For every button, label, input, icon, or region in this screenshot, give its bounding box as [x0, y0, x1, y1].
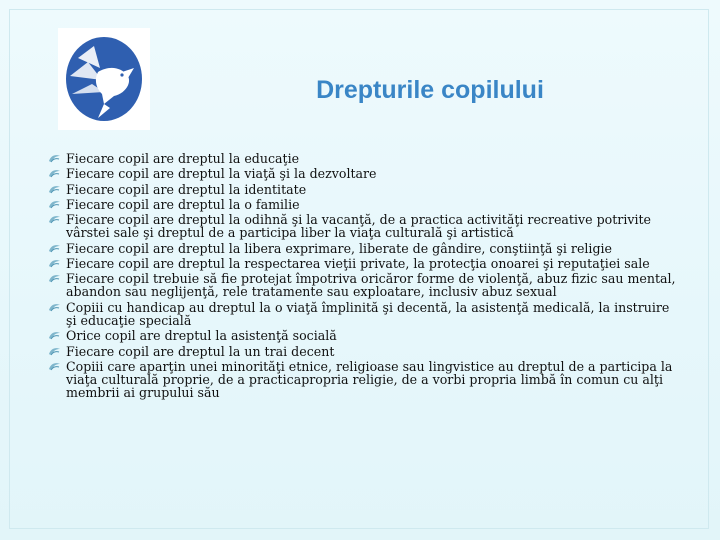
- swirl-bullet-icon: [48, 168, 61, 179]
- list-item: [48, 360, 678, 400]
- list-item-text: Fiecare copil are dreptul la libera exprimare, liberate de gândire, conştiinţă şi religie: [66, 240, 612, 256]
- swirl-bullet-icon: [48, 330, 61, 341]
- list-item-text: Fiecare copil are dreptul la identitate: [66, 181, 307, 197]
- swirl-bullet-icon: [48, 258, 61, 269]
- list-item-text: Fiecare copil trebuie să fie protejat împotriva oricăror forme de violenţă, abuz fizic sau mental, abandon sau neglijenţă, rele tratamente sau exploatare, inclusiv abuz sexual: [66, 271, 676, 300]
- swirl-bullet-icon: [48, 243, 61, 254]
- list-item: [48, 345, 678, 358]
- swirl-bullet-icon: [48, 273, 61, 284]
- list-item-text: Fiecare copil are dreptul la un trai decent: [66, 343, 335, 359]
- list-item: [48, 183, 678, 196]
- swirl-bullet-icon: [48, 346, 61, 357]
- dove-logo-icon: [58, 28, 150, 130]
- list-item: [48, 213, 678, 239]
- swirl-bullet-icon: [48, 361, 61, 372]
- list-item: [48, 198, 678, 211]
- list-item-text: Fiecare copil are dreptul la educaţie: [66, 151, 300, 166]
- list-item-text: Fiecare copil are dreptul la respectarea vieţii private, la protecţia onoarei şi reputaţiei sale: [66, 255, 650, 271]
- list-item: [48, 242, 678, 255]
- bullet-list: [48, 152, 678, 402]
- list-item: [48, 167, 678, 180]
- list-item-text: Fiecare copil are dreptul la odihnă şi la vacanţă, de a practica activităţi recreative potrivite vârstei sale şi dreptul de a participa liber la viaţa culturală şi artistică: [66, 212, 652, 241]
- list-item: [48, 301, 678, 327]
- list-item-text: Copiii care aparţin unei minorităţi etnice, religioase sau lingvistice au dreptul de a participa la viaţa culturală proprie, de a practicapropria religie, de a vorbi propria limbă în comun cu alţi membrii ai grupului său: [66, 358, 673, 401]
- swirl-bullet-icon: [48, 214, 61, 225]
- list-item: [48, 152, 678, 165]
- swirl-bullet-icon: [48, 302, 61, 313]
- slide-title: Drepturile copilului: [316, 76, 544, 104]
- list-item-text: Fiecare copil are dreptul la o familie: [66, 196, 300, 212]
- list-item: [48, 329, 678, 342]
- list-item-text: Orice copil are dreptul la asistenţă socială: [66, 328, 337, 344]
- list-item-text: Fiecare copil are dreptul la viaţă şi la dezvoltare: [66, 166, 377, 182]
- swirl-bullet-icon: [48, 199, 61, 210]
- list-item-text: Copiii cu handicap au dreptul la o viaţă împlinită şi decentă, la asistenţă medicală, la instruire şi educaţie specială: [66, 299, 670, 328]
- swirl-bullet-icon: [48, 153, 61, 164]
- list-item: [48, 257, 678, 270]
- swirl-bullet-icon: [48, 184, 61, 195]
- list-item: [48, 272, 678, 298]
